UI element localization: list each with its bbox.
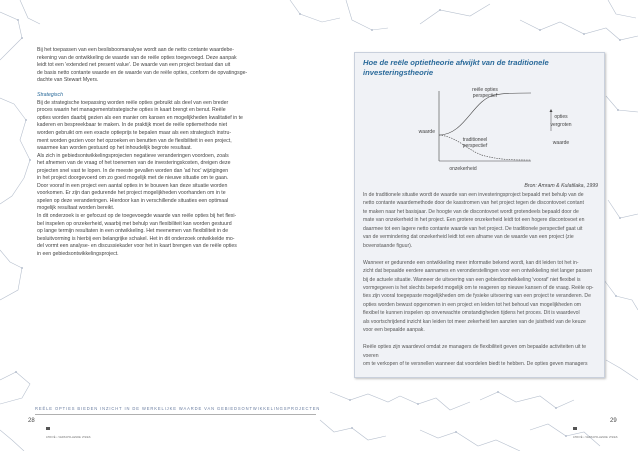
text-line: te maken naar het basisjaar. De hoogte van de discontovoet wordt grotendeels bepaald door de [363, 208, 579, 215]
text-line: ties zijn vooral toegepaste mogelijkheden om de fysieke uitvoering van een project te veranderen. De [363, 293, 591, 300]
text-line: mate van onzekerheid in het project. Een grotere onzekerheid leidt tot een hogere discontovoet en [363, 217, 585, 224]
text-line: opties worden bewust opgenomen in een project en leiden tot het behoud van mogelijkheden om [363, 301, 582, 308]
text-line: Als zich in gebiedsontwikkelingsprojecten negatieve veranderingen voordoen, zoals [37, 152, 229, 159]
sidebar-panel [354, 52, 605, 378]
text-line: Wanneer er gedurende een ontwikkeling meer informatie bekend wordt, kan dit leiden tot het in- [363, 259, 579, 266]
text-line: bovenstaande figuur). [363, 242, 413, 249]
text-line: flexibel te kunnen inspelen op onverwachte omstandigheden tijdens het proces. Dit is waardevol [363, 310, 580, 317]
text-line: voor een bepaalde aanpak. [363, 327, 425, 334]
text-line: leidt tot een 'extended net present value'. De waarde van een project bestaat dan uit [37, 62, 231, 69]
text-line: Bij de strategische toepassing worden reële opties gebruikt als deel van een breder [37, 99, 229, 106]
logo-icon [46, 427, 50, 430]
label-uncertainty: onzekerheid [449, 166, 477, 172]
text-line: Reële opties zijn waardevol omdat ze managers de flexibiliteit geven om bepaalde activiteiten uit te voeren [363, 344, 587, 359]
label-value-right: waarde [552, 140, 570, 146]
text-line: rekening van de ontwikkeling de waarde van de reële opties toegevoegd. Deze aanpak [37, 54, 237, 61]
panel-body-text [363, 191, 599, 368]
real-options-curve [439, 93, 531, 135]
text-line: del vormt een analyse- en discussiekader voor het in kaart brengen van de reële opties [37, 243, 237, 250]
text-line: kaderen en bespreekbaar te maken. In de praktijk moet de reële optiemethode niet [37, 122, 228, 129]
text-line: bel inspelen op onzekerheid, waarbij met behulp van flexibiliteit kan worden gestuurd [37, 220, 232, 227]
text-line: proces waarin het managementstrategische opties in kaart brengt en benut. Reële [37, 107, 226, 114]
label-value-left: waarde [418, 129, 435, 135]
text-line: voorkomen. Er zijn dan gedurende het project mogelijkheden voorhanden om in te [37, 190, 226, 197]
panel-paragraph-3 [363, 343, 599, 368]
text-line: besluitvorming is hierbij een belangrijke schakel. Het in dit onderzoek ontwikkelde mo- [37, 235, 235, 242]
page-number-right: 29 [610, 418, 617, 424]
label-traditional-1: traditioneel [462, 137, 488, 143]
text-line: projecten snel vast te lopen. In de meeste gevallen worden dan 'ad hoc' wijzigingen [37, 167, 229, 174]
left-column-text [37, 47, 320, 258]
text-line: Door vooraf in een project een aantal opties in te bouwen kan deze situatie worden [37, 182, 228, 189]
logo-text: ATRIVÉ • VERSCHILLENDE VISIES [46, 436, 91, 439]
figure-source: Bron: Amram & Kulatilaka, 1999 [524, 183, 598, 189]
logo-icon [573, 427, 577, 430]
label-increase: vergroten [550, 122, 572, 128]
text-line: waarmee kan worden gestuurd op het inhoudelijk begrote resultaat. [37, 145, 192, 152]
label-options: opties [554, 114, 568, 120]
text-line: dachte van Stewart Myers. [37, 77, 99, 84]
text-line: In dit onderzoek is er gefocust op de toegevoegde waarde van reële opties bij het flexi- [37, 212, 237, 219]
text-line: vormgegeven is het slechts beperkt mogelijk om te reageren op nieuwe kansen of de vraag. Reële op- [363, 284, 594, 291]
text-line: van de vermindering dat onzekerheid leidt tot een afname van de waarde van een project (zie [363, 234, 574, 241]
text-line: spelen op deze veranderingen. Hierdoor kan in verschillende situaties een optimaal [37, 197, 229, 204]
text-line: In de traditionele situatie wordt de waarde van een investeringsproject bepaald met behulp van de [363, 192, 584, 198]
text-line: om te verkopen of te versnellen wanneer dat voordelen biedt te hebben. De opties geven managers [363, 361, 588, 368]
text-line: worden gebruikt om een exacte optieprijs te bepalen maar als een strategisch instru- [37, 129, 232, 136]
text-line: bij de actuele situatie. Wanneer de uitvoering van een gebiedsontwikkeling 'vooraf' niet flexibel is [363, 276, 581, 283]
text-line: netto contante waardemethode door de kasstromen van het project tegen de discontovoet contant [363, 200, 584, 207]
strategic-paragraph [37, 100, 320, 258]
footer-divider [35, 414, 316, 415]
text-line: in een gebiedsontwikkelingsproject. [37, 250, 119, 257]
running-footer-title: REËLE OPTIES BIEDEN INZICHT IN DE WERKELIJKE WAARDE VAN GEBIEDSONTWIKKELINGSPROJECTEN [35, 406, 321, 411]
page-number-left: 28 [28, 418, 35, 424]
text-line: in het project doorgevoerd om zo goed mogelijk met de nieuwe situatie om te gaan. [37, 175, 229, 182]
text-line: op lange termijn resultaten in een ontwikkeling. Het meenemen van flexibiliteit in de [37, 228, 229, 235]
text-line: het afnemen van de vraag of het toenemen van de investeringskosten, dreigen deze [37, 160, 231, 167]
text-line: zicht dat bepaalde eerdere aannames en veronderstellingen voor een ontwikkeling niet langer passen [363, 268, 593, 275]
text-line: opties worden daarbij gezien als een manier om kansen en mogelijkheden kwalitatief in te [37, 114, 243, 121]
text-line: mogelijk resultaat worden bereikt. [37, 205, 115, 212]
text-line: Bij het toepassen van een beslisboomanalyse wordt aan de netto contante waardebe- [37, 47, 234, 53]
text-line: als voortschrijdend inzicht kan leiden tot meer zekerheid ten aanzien van de juistheid van de keuze [363, 318, 586, 325]
intro-paragraph [37, 47, 320, 85]
publisher-logo-left [46, 417, 91, 439]
section-heading-strategisch: Strategisch [37, 92, 63, 99]
panel-paragraph-1 [363, 191, 599, 250]
text-line: ment worden gezien voor het opzoeken en benutten van de flexibiliteit in een project, [37, 137, 232, 144]
panel-title: Hoe de reële optietheorie afwijkt van de traditionele investeringstheorie [363, 58, 549, 77]
label-real-options-2: perspectief [472, 93, 498, 99]
panel-paragraph-2 [363, 259, 599, 335]
text-line: daarmee tot een lagere netto contante waarde van het project. De traditionele perspectief gaat uit [363, 225, 583, 232]
arrow-head-icon [550, 109, 553, 112]
label-real-options-1: reële opties [472, 87, 498, 93]
label-traditional-2: perspectief [462, 143, 488, 149]
logo-text: ATRIVÉ • VERSCHILLENDE VISIES [573, 436, 618, 439]
text-line: de basis netto contante waarde en de waarde van de reële opties, conform de opvatingsge- [37, 69, 248, 76]
